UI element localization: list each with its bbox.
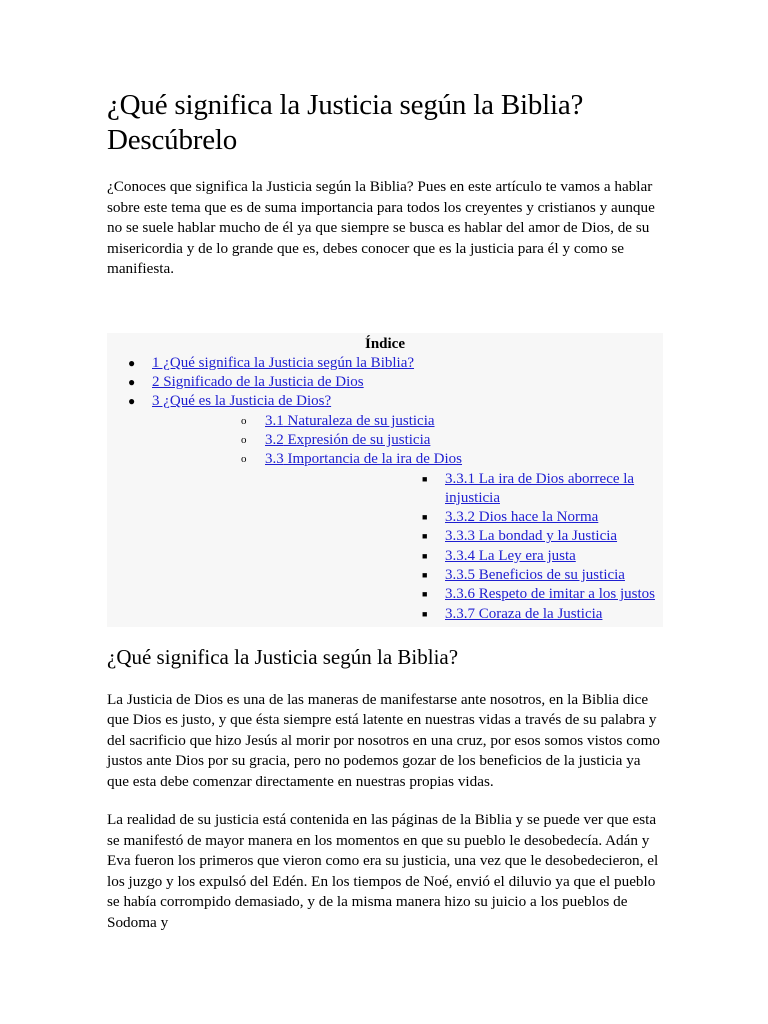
toc-subsubitem: [265, 566, 663, 585]
bullet-square-icon: ■: [422, 589, 428, 600]
bullet-square-icon: ■: [422, 608, 428, 619]
toc-link-3-1[interactable]: 3.1 Naturaleza de su justicia: [265, 412, 435, 429]
table-of-contents: [107, 333, 663, 627]
toc-link-3-3-6[interactable]: 3.3.6 Respeto de imitar a los justos: [445, 586, 655, 603]
bullet-square-icon: ■: [422, 531, 428, 542]
bullet-square-icon: ■: [422, 512, 428, 523]
toc-subsubitem: [265, 547, 663, 566]
toc-subsubitem: [265, 470, 663, 509]
toc-item: [107, 392, 663, 624]
toc-title: Índice: [364, 335, 405, 352]
section-heading: ¿Qué significa la Justicia según la Biblia?: [107, 644, 459, 669]
toc-link-3-3-5[interactable]: 3.3.5 Beneficios de su justicia: [445, 567, 625, 584]
toc-link-3[interactable]: 3 ¿Qué es la Justicia de Dios?: [152, 393, 332, 410]
toc-link-3-3-7[interactable]: 3.3.7 Coraza de la Justicia: [445, 605, 603, 622]
bullet-square-icon: ■: [422, 550, 428, 561]
toc-subsubitem: [265, 527, 663, 546]
bullet-square-icon: ■: [422, 473, 428, 484]
bullet-circle-icon: o: [241, 414, 247, 427]
toc-subitem: [152, 412, 663, 431]
toc-link-2[interactable]: 2 Significado de la Justicia de Dios: [152, 374, 364, 391]
body-paragraph: La realidad de su justicia está contenida en las páginas de la Biblia y se puede ver que esta se manifestó de mayor manera en los momentos en que su pueblo le desobedecía. Adán y Eva fueron los primeros que vieron como era su justicia, una vez que le desobedecieron, el los juzgo y los expulsó del Edén. En los tiempos de Noé, envió el diluvio ya que el pueblo se había corrompido demasiado, y de la misma manera hizo su juicio a los pueblos de Sodoma y: [107, 811, 659, 931]
toc-link-3-3-2[interactable]: 3.3.2 Dios hace la Norma: [445, 509, 599, 526]
toc-link-3-3[interactable]: 3.3 Importancia de la ira de Dios: [265, 451, 463, 468]
bullet-circle-icon: o: [241, 433, 247, 446]
toc-item: [107, 373, 663, 392]
bullet-circle-icon: o: [241, 453, 247, 466]
toc-link-1[interactable]: 1 ¿Qué significa la Justicia según la Biblia?: [152, 354, 415, 371]
article: [107, 88, 663, 933]
intro-paragraph: ¿Conoces que significa la Justicia según la Biblia? Pues en este artículo te vamos a hablar sobre este tema que es de suma importancia para todos los creyentes y cristianos y aunque no se suele hablar mucho de él ya que siempre se busca es hablar del amor de Dios, de su misericordia y de lo grande que es, debes conocer que es la justicia para él y como se manifiesta.: [107, 178, 655, 277]
page-title: ¿Qué significa la Justicia según la Biblia? Descúbrelo: [107, 89, 584, 156]
bullet-disc-icon: ●: [128, 355, 136, 370]
toc-link-3-3-3[interactable]: 3.3.3 La bondad y la Justicia: [445, 528, 618, 545]
toc-link-3-3-1[interactable]: 3.3.1 La ira de Dios aborrece la injusticia: [445, 470, 635, 506]
bullet-disc-icon: ●: [128, 375, 136, 390]
bullet-disc-icon: ●: [128, 394, 136, 409]
toc-item: [107, 354, 663, 373]
toc-subsubitem: [265, 585, 663, 604]
toc-subsubitem: [265, 508, 663, 527]
toc-subitem: [152, 431, 663, 450]
toc-subitem: [152, 450, 663, 624]
bullet-square-icon: ■: [422, 570, 428, 581]
toc-subsubitem: [265, 605, 663, 624]
toc-link-3-3-4[interactable]: 3.3.4 La Ley era justa: [445, 547, 576, 564]
toc-link-3-2[interactable]: 3.2 Expresión de su justicia: [265, 431, 431, 448]
body-paragraph: La Justicia de Dios es una de las maneras de manifestarse ante nosotros, en la Biblia dice que Dios es justo, y que ésta siempre está latente en nuestras vidas a través de su palabra y del sacrificio que hizo Jesús al morir por nosotros en una cruz, por esos somos vistos como justos ante Dios por su gracia, pero no podemos gozar de los beneficios de la justicia ya que esta debe comenzar directamente en nuestras propias vidas.: [107, 690, 660, 790]
